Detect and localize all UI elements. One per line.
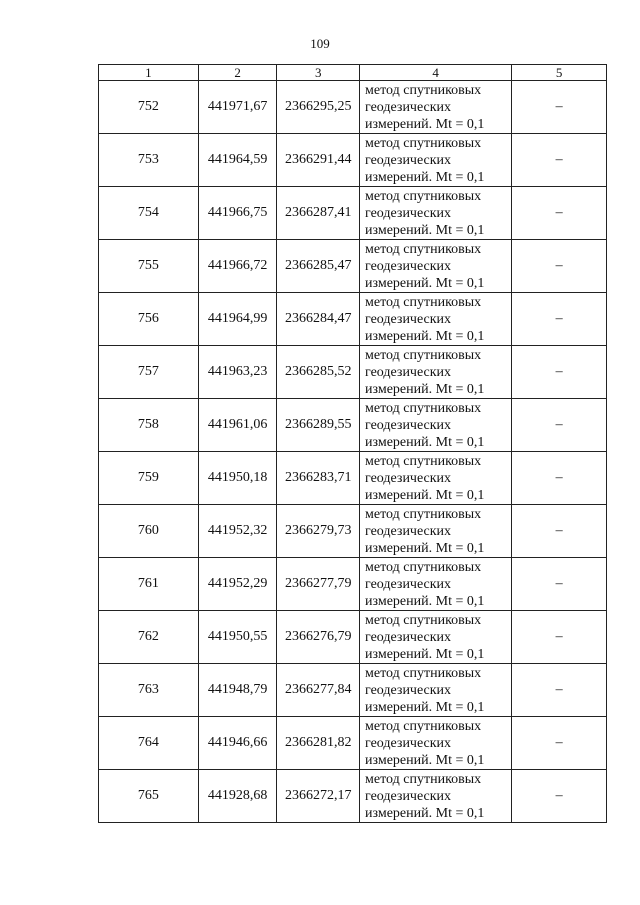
table-row (99, 293, 607, 346)
x-coordinate-cell: 441928,68 (198, 770, 277, 823)
table-row (99, 505, 607, 558)
table-header-row (99, 65, 607, 81)
page-number: 109 (310, 36, 330, 51)
x-coordinate-cell: 441950,55 (198, 611, 277, 664)
point-number-cell: 755 (99, 240, 199, 293)
method-description-cell: метод спутниковых геодезических измерений. Mt = 0,1 (360, 664, 512, 717)
point-number-cell: 765 (99, 770, 199, 823)
column-header-4: 4 (360, 65, 512, 81)
x-coordinate-cell: 441964,59 (198, 134, 277, 187)
method-description-cell: метод спутниковых геодезических измерений. Mt = 0,1 (360, 399, 512, 452)
x-coordinate-cell: 441961,06 (198, 399, 277, 452)
table-row (99, 452, 607, 505)
table-row (99, 346, 607, 399)
point-number-cell: 758 (99, 399, 199, 452)
x-coordinate-cell: 441966,72 (198, 240, 277, 293)
method-description-cell: метод спутниковых геодезических измерений. Mt = 0,1 (360, 240, 512, 293)
point-number-cell: 753 (99, 134, 199, 187)
point-number-cell: 762 (99, 611, 199, 664)
coordinates-table-body (99, 65, 607, 823)
y-coordinate-cell: 2366277,79 (277, 558, 360, 611)
note-cell: – (512, 505, 607, 558)
column-header-1: 1 (99, 65, 199, 81)
point-number-cell: 763 (99, 664, 199, 717)
y-coordinate-cell: 2366289,55 (277, 399, 360, 452)
y-coordinate-cell: 2366272,17 (277, 770, 360, 823)
note-cell: – (512, 81, 607, 134)
note-cell: – (512, 293, 607, 346)
note-cell: – (512, 664, 607, 717)
y-coordinate-cell: 2366291,44 (277, 134, 360, 187)
note-cell: – (512, 611, 607, 664)
note-cell: – (512, 770, 607, 823)
point-number-cell: 764 (99, 717, 199, 770)
note-cell: – (512, 399, 607, 452)
y-coordinate-cell: 2366277,84 (277, 664, 360, 717)
method-description-cell: метод спутниковых геодезических измерений. Mt = 0,1 (360, 293, 512, 346)
point-number-cell: 754 (99, 187, 199, 240)
table-row (99, 134, 607, 187)
column-header-3: 3 (277, 65, 360, 81)
point-number-cell: 759 (99, 452, 199, 505)
y-coordinate-cell: 2366295,25 (277, 81, 360, 134)
x-coordinate-cell: 441971,67 (198, 81, 277, 134)
y-coordinate-cell: 2366287,41 (277, 187, 360, 240)
note-cell: – (512, 452, 607, 505)
method-description-cell: метод спутниковых геодезических измерений. Mt = 0,1 (360, 717, 512, 770)
table-row (99, 664, 607, 717)
x-coordinate-cell: 441948,79 (198, 664, 277, 717)
x-coordinate-cell: 441964,99 (198, 293, 277, 346)
method-description-cell: метод спутниковых геодезических измерений. Mt = 0,1 (360, 452, 512, 505)
column-header-2: 2 (198, 65, 277, 81)
method-description-cell: метод спутниковых геодезических измерений. Mt = 0,1 (360, 187, 512, 240)
x-coordinate-cell: 441963,23 (198, 346, 277, 399)
method-description-cell: метод спутниковых геодезических измерений. Mt = 0,1 (360, 81, 512, 134)
table-row (99, 240, 607, 293)
x-coordinate-cell: 441952,29 (198, 558, 277, 611)
table-row (99, 558, 607, 611)
column-header-5: 5 (512, 65, 607, 81)
table-row (99, 187, 607, 240)
note-cell: – (512, 240, 607, 293)
y-coordinate-cell: 2366285,52 (277, 346, 360, 399)
note-cell: – (512, 134, 607, 187)
method-description-cell: метод спутниковых геодезических измерений. Mt = 0,1 (360, 134, 512, 187)
method-description-cell: метод спутниковых геодезических измерений. Mt = 0,1 (360, 558, 512, 611)
y-coordinate-cell: 2366284,47 (277, 293, 360, 346)
table-row (99, 770, 607, 823)
method-description-cell: метод спутниковых геодезических измерений. Mt = 0,1 (360, 611, 512, 664)
method-description-cell: метод спутниковых геодезических измерений. Mt = 0,1 (360, 505, 512, 558)
x-coordinate-cell: 441952,32 (198, 505, 277, 558)
method-description-cell: метод спутниковых геодезических измерений. Mt = 0,1 (360, 346, 512, 399)
note-cell: – (512, 346, 607, 399)
point-number-cell: 752 (99, 81, 199, 134)
x-coordinate-cell: 441950,18 (198, 452, 277, 505)
point-number-cell: 760 (99, 505, 199, 558)
x-coordinate-cell: 441966,75 (198, 187, 277, 240)
y-coordinate-cell: 2366276,79 (277, 611, 360, 664)
point-number-cell: 761 (99, 558, 199, 611)
table-row (99, 81, 607, 134)
note-cell: – (512, 717, 607, 770)
y-coordinate-cell: 2366279,73 (277, 505, 360, 558)
note-cell: – (512, 558, 607, 611)
table-row (99, 717, 607, 770)
y-coordinate-cell: 2366285,47 (277, 240, 360, 293)
y-coordinate-cell: 2366283,71 (277, 452, 360, 505)
y-coordinate-cell: 2366281,82 (277, 717, 360, 770)
x-coordinate-cell: 441946,66 (198, 717, 277, 770)
note-cell: – (512, 187, 607, 240)
point-number-cell: 756 (99, 293, 199, 346)
table-row (99, 399, 607, 452)
method-description-cell: метод спутниковых геодезических измерений. Mt = 0,1 (360, 770, 512, 823)
coordinates-table (98, 64, 607, 823)
table-row (99, 611, 607, 664)
point-number-cell: 757 (99, 346, 199, 399)
